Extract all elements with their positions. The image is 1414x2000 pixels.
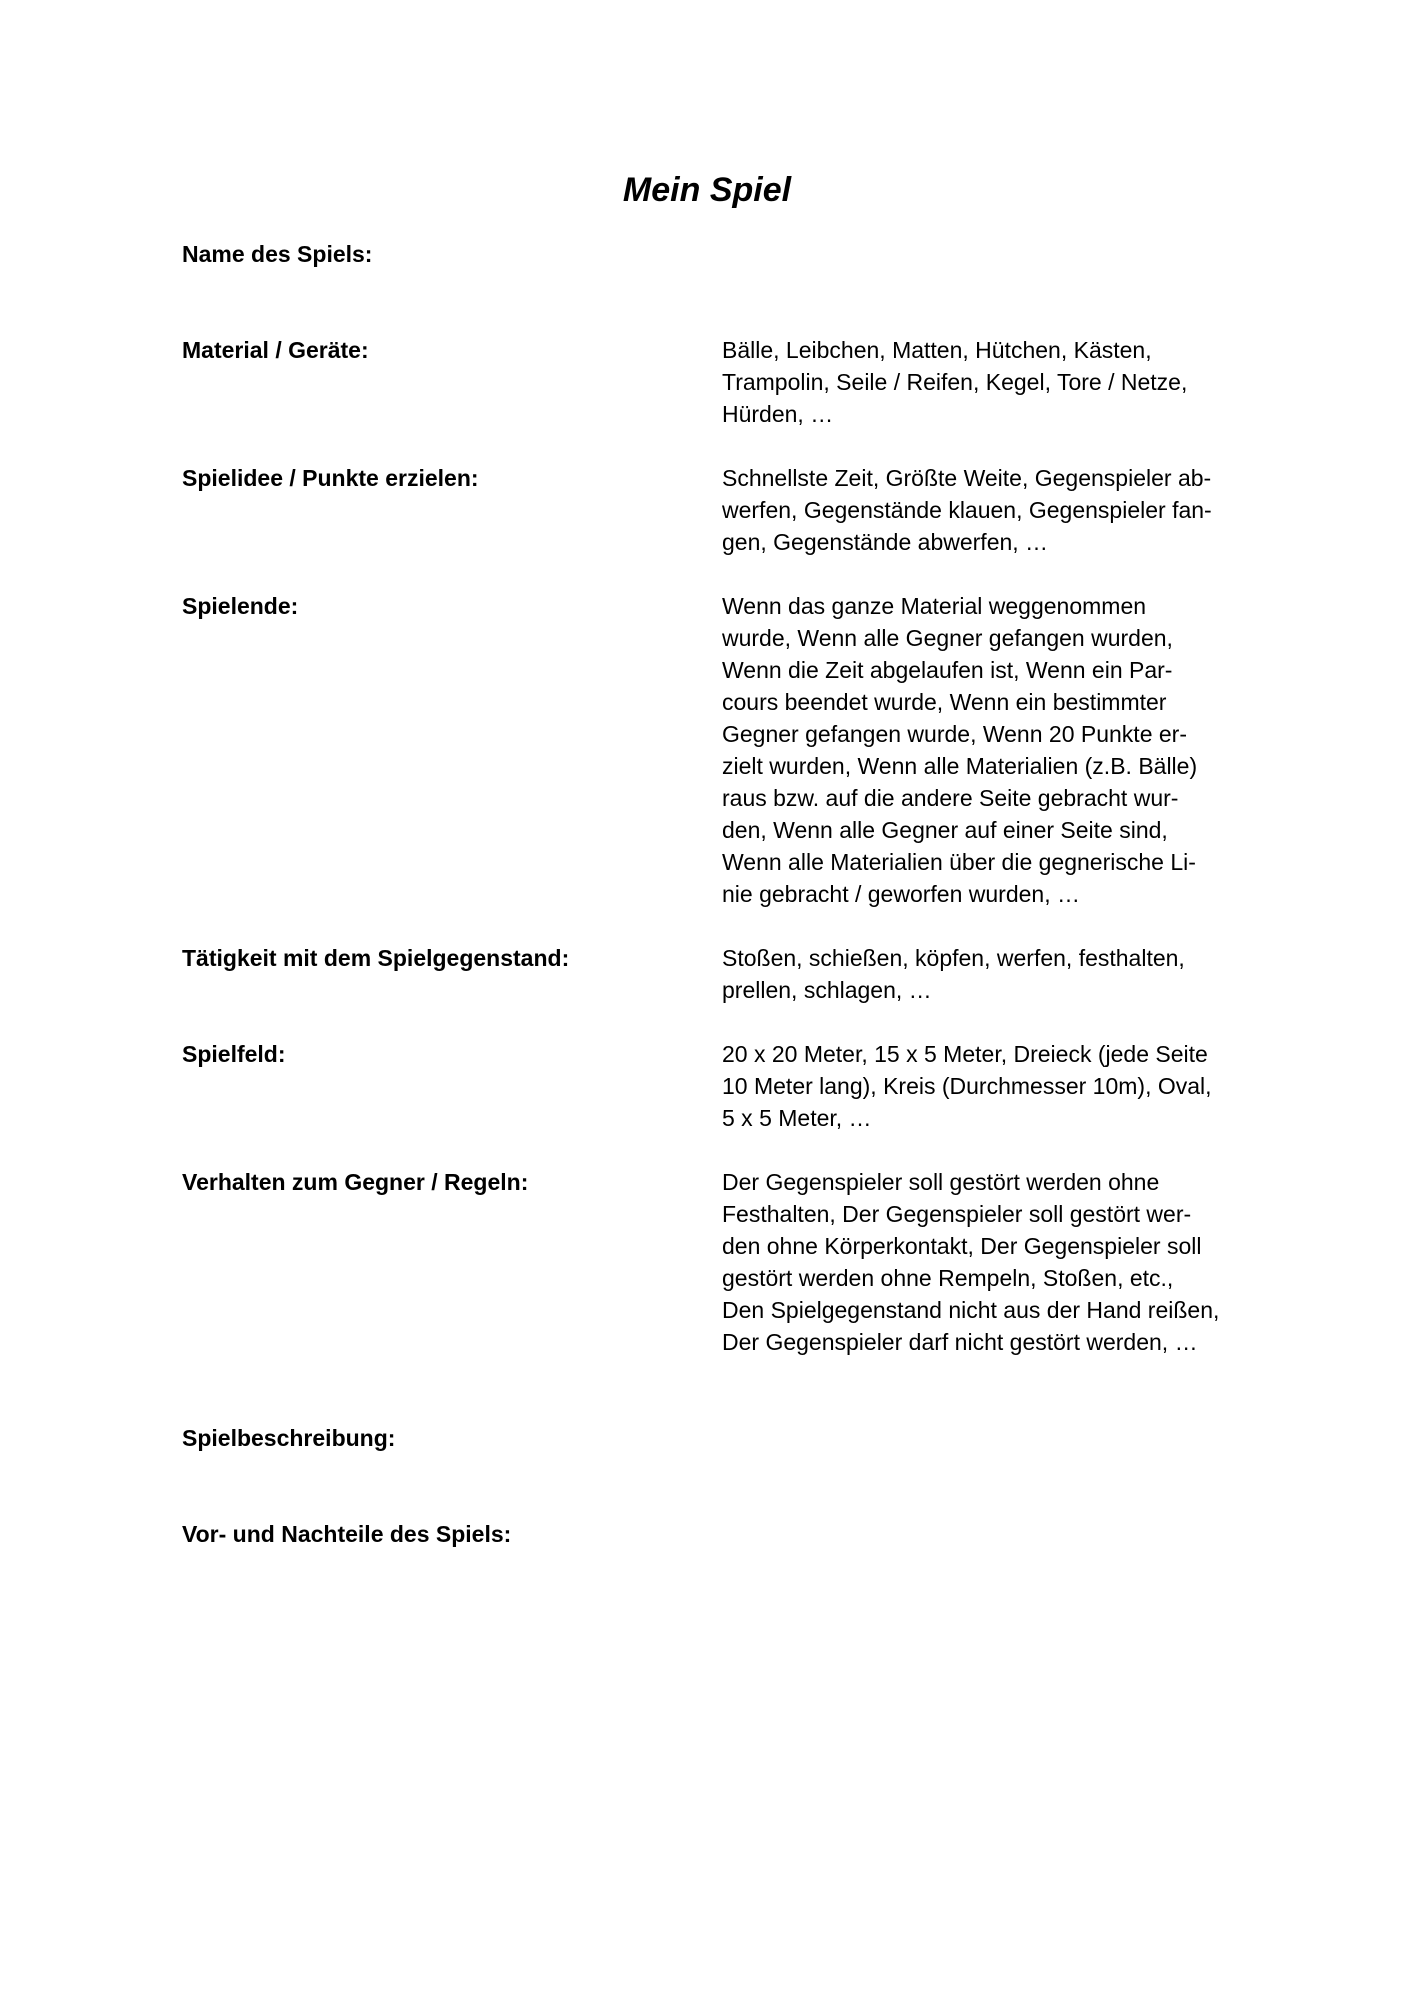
spielende-line: den, Wenn alle Gegner auf einer Seite sind, [722,817,1168,843]
spielfeld-line: 5 x 5 Meter, … [722,1105,872,1131]
spielidee-line: Schnellste Zeit, Größte Weite, Gegenspieler ab- [722,465,1212,491]
spielende-line: Gegner gefangen wurde, Wenn 20 Punkte er- [722,721,1187,747]
spielende-line: Wenn die Zeit abgelaufen ist, Wenn ein Par- [722,657,1173,683]
spielende-line: wurde, Wenn alle Gegner gefangen wurden, [722,625,1173,651]
vorteile-label: Vor- und Nachteile des Spiels: [182,1521,512,1547]
spielidee-line: gen, Gegenstände abwerfen, … [722,529,1049,555]
spielidee-value [722,462,1242,558]
spielende-line: cours beendet wurde, Wenn ein bestimmter [722,689,1167,715]
verhalten-value [722,1166,1242,1358]
spielende-line: Wenn alle Materialien über die gegnerische Li- [722,849,1196,875]
material-line: Bälle, Leibchen, Matten, Hütchen, Kästen, [722,337,1152,363]
spielende-line: nie gebracht / geworfen wurden, … [722,881,1080,907]
spielende-line: raus bzw. auf die andere Seite gebracht wur- [722,785,1179,811]
material-line: Hürden, … [722,401,834,427]
verhalten-line: Der Gegenspieler soll gestört werden ohne [722,1169,1160,1195]
spielfeld-label: Spielfeld: [182,1041,286,1067]
material-line: Trampolin, Seile / Reifen, Kegel, Tore / Netze, [722,369,1188,395]
material-label: Material / Geräte: [182,337,369,363]
material-value [722,334,1242,430]
page-title: Mein Spiel [622,171,792,209]
verhalten-line: Der Gegenspieler darf nicht gestört werden, … [722,1329,1198,1355]
taetigkeit-line: prellen, schlagen, … [722,977,932,1003]
taetigkeit-value [722,942,1242,1006]
name-label: Name des Spiels: [182,241,373,267]
verhalten-line: Den Spielgegenstand nicht aus der Hand reißen, [722,1297,1220,1323]
taetigkeit-line: Stoßen, schießen, köpfen, werfen, festhalten, [722,945,1185,971]
spielende-line: zielt wurden, Wenn alle Materialien (z.B. Bälle) [722,753,1198,779]
spielende-line: Wenn das ganze Material weggenommen [722,593,1147,619]
spielidee-label: Spielidee / Punkte erzielen: [182,465,479,491]
spielfeld-line: 20 x 20 Meter, 15 x 5 Meter, Dreieck (jede Seite [722,1041,1208,1067]
taetigkeit-label: Tätigkeit mit dem Spielgegenstand: [182,945,570,971]
spielidee-line: werfen, Gegenstände klauen, Gegenspieler fan- [722,497,1212,523]
verhalten-line: Festhalten, Der Gegenspieler soll gestört wer- [722,1201,1192,1227]
spielfeld-line: 10 Meter lang), Kreis (Durchmesser 10m), Oval, [722,1073,1212,1099]
verhalten-line: den ohne Körperkontakt, Der Gegenspieler soll [722,1233,1202,1259]
spielende-value [722,590,1242,910]
verhalten-label: Verhalten zum Gegner / Regeln: [182,1169,529,1195]
spielfeld-value [722,1038,1242,1134]
spielende-label: Spielende: [182,593,299,619]
verhalten-line: gestört werden ohne Rempeln, Stoßen, etc., [722,1265,1174,1291]
beschreibung-label: Spielbeschreibung: [182,1425,396,1451]
